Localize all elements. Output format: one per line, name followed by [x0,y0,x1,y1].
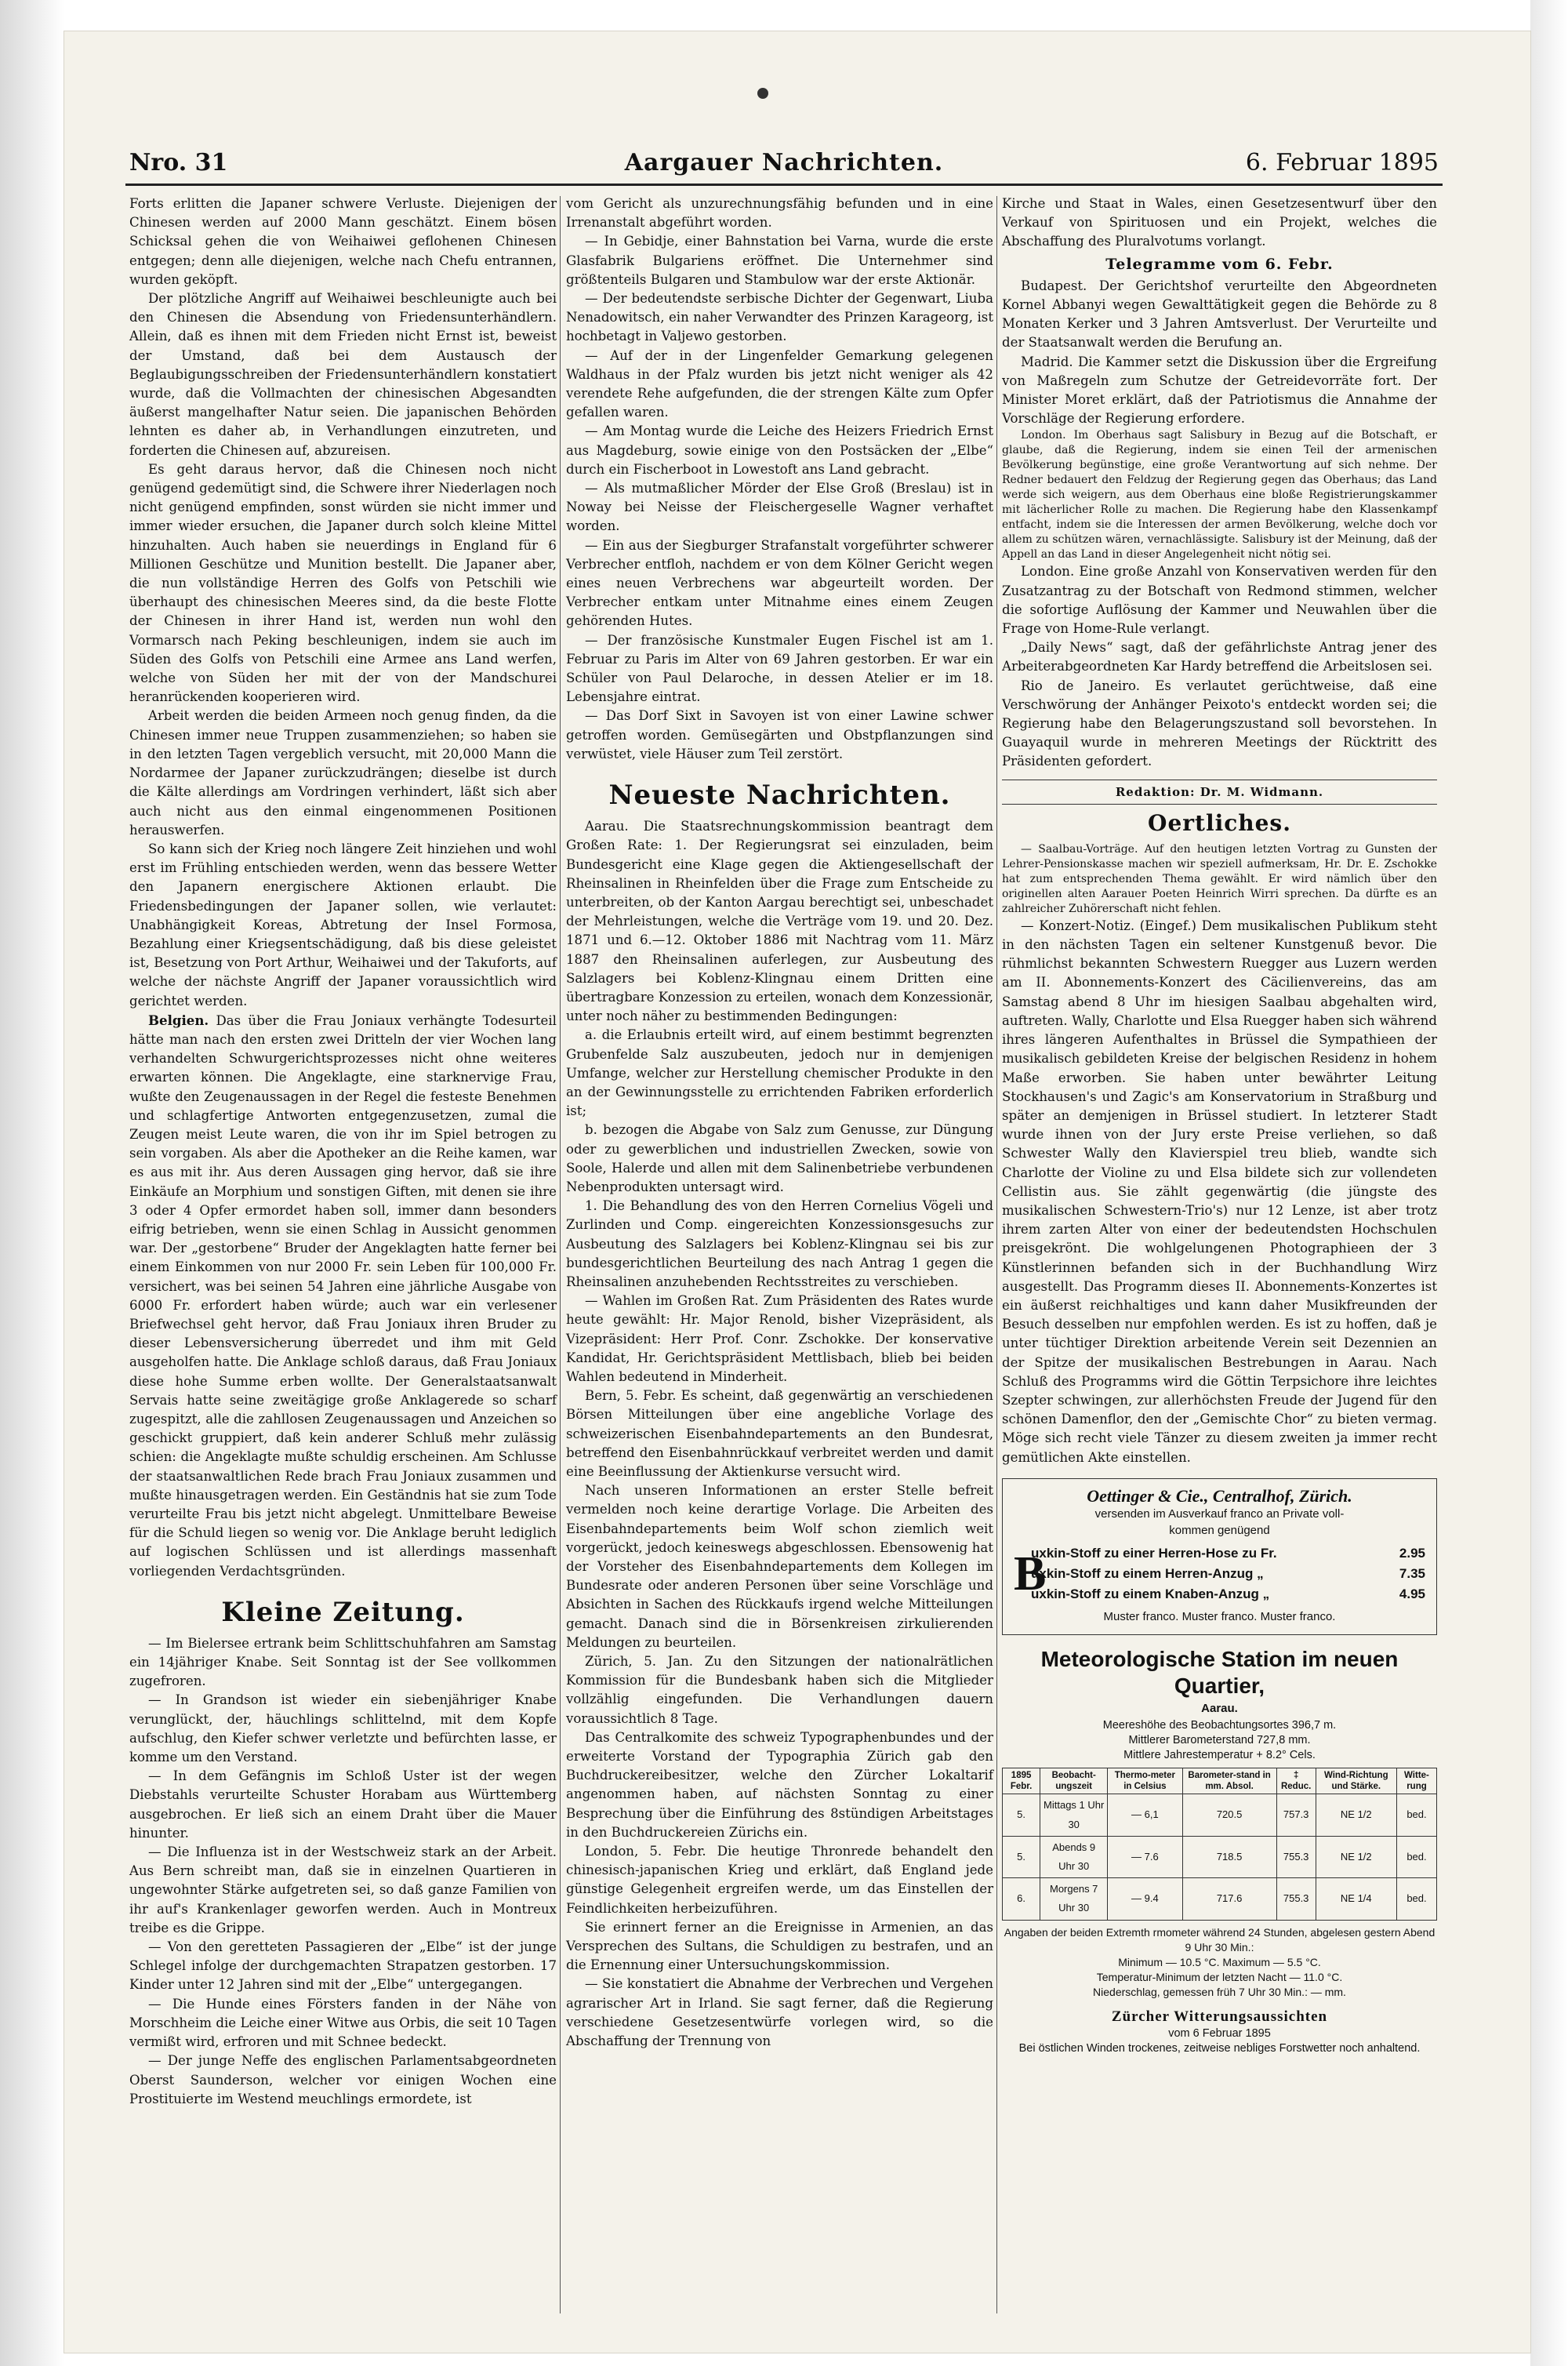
news-item: Aarau. Die Staatsrechnungskommission beantragt dem Großen Rate: 1. Der Regierungsrat sei einzuladen, beim Bundesgericht eine Klage gegen die Aktiengesellschaft der Rheinsalinen in Rheinfelden über die Frage zum Entscheide zu unterbreiten, ob der Kanton Aargau berechtigt sei, unbeschadet der Mehrleistungen, welche die Verträge vom 19. und 20. Dez. 1871 und 6.—12. Oktober 1886 mit Nachtrag vom 11. März 1887 den Rheinsalinen auferlegen, zur Ausbeutung des Salzlagers bei Koblenz-Klingnau einem Dritten eine übertragbare Konzession zu erteilen, wonach dem Konzessionär, unter noch näher zu bestimmenden Bedingungen: [566,819,993,1024]
column-3 [1002,194,1437,2056]
news-item: — Die Hunde eines Försters fanden in der Nähe von Morschheim die Leiche einer Witwe aus Orbis, die seit 10 Tagen vermißt wird, erfroren und mit Schnee bedeckt. [129,1996,557,2050]
cell: 755.3 [1276,1878,1316,1920]
news-item: London, 5. Febr. Die heutige Thronrede behandelt den chinesisch-japanischen Krieg und erklärt, daß England jede günstige Gelegenheit ergreifen werde, um das Einstellen der Feindlichkeiten herbeizuführen. [566,1844,993,1916]
news-item: — Die Influenza ist in der Westschweiz stark an der Arbeit. Aus Bern schreibt man, daß sie in einzelnen Quartieren in ungewohnter Stärke aufgetreten sei, so daß ganze Familien von ihr auf's Krankenlager geworfen werden. Auch in Montreux treibe es die Grippe. [129,1844,557,1935]
issue-number: Nro. 31 [129,149,228,176]
column-divider [560,196,561,2313]
ad-price: 7.35 [1399,1565,1425,1581]
news-item: — Der französische Kunstmaler Eugen Fischel ist am 1. Februar zu Paris im Alter von 69 Jahren gestorben. Er war ein Schüler von Paul Delaroche, in dessen Atelier er im 18. Lebensjahre eintrat. [566,632,993,705]
cell: 757.3 [1276,1794,1316,1836]
cell: NE 1/4 [1316,1878,1396,1920]
local-item: — Konzert-Notiz. (Eingef.) Dem musikalischen Publikum steht in den nächsten Tagen ein seltener Kunstgenuß bevor. Die rühmlichst bekannten Schwestern Ruegger aus Luzern werden am II. Abonnements-Konzert des Cäcilienvereins, das am Samstag abend 8 Uhr im hiesigen Saalbau abgehalten wird, auftreten. Wally, Charlotte und Elsa Ruegger haben sich während ihres längeren Aufenthaltes in Brüssel die Sympathieen der musikalisch gebildeten Kreise der belgischen Residenz in hohem Maße erworben. Sie haben unter bewährter Leitung Stockhausen's und Zagic's am Konservatorium in Straßburg und später an demjenigen in Brüssel studiert. In letzterer Stadt wurde ihnen von der Jury erste Preise verliehen, so daß Schwester Wally den Klavierspiel treu blieb, wandte sich Charlotte der Violine zu und Elsa bildete sich zur vollendeten Cellistin aus. Sie zählt gegenwärtig (die jüngste des musikalischen Schwestern-Trio's) nur 12 Lenze, ist aber trotz ihrem zarten Alter von einer der bedeutendsten Hochschulen preisgekrönt. Die wohlgelungenen Photographieen der 3 Künstlerinnen befanden sich in der Buchhandlung Wirz ausgestellt. Das Programm dieses II. Abonnements-Konzertes ist ein äußerst reichhaltiges und kann daher Musikfreunden der Besuch desselben nur empfohlen werden. Es ist zu hoffen, daß je unter tüchtiger Direktion arbeitende Verein seit Dezennien an der Spitze der musikalischen Bestrebungen in Aarau. Nach Schluß des Programms wird die Göttin Terpsichore ihre leichtes Szepter schwingen, zur allerhöchsten Freude der Jugend für den schönen Damenflor, den der „Gemischte Chor“ zu bieten vermag. Möge sich recht viele Tänzer zu diesem zweiten ja immer recht gemütlichen Akte einstellen. [1002,918,1437,1465]
news-item: Zürich, 5. Jan. Zu den Sitzungen der nationalrätlichen Kommission für die Bundesbank haben sich die Mitglieder vollzählig eingefunden. Die Verhandlungen dauern voraussichtlich 8 Tage. [566,1654,993,1726]
article-paragraph: Forts erlitten die Japaner schwere Verluste. Diejenigen der Chinesen werden auf 2000 Mann geschätzt. Einem bösen Schicksal gehen die von Weihaiwei geflohenen Chinesen entgegen; denn alle diejenigen, welche nach Chefu entrannen, wurden geköpft. [129,196,557,287]
column-header: ‡ Reduc. [1276,1768,1316,1794]
ad-item: uxkin-Stoff zu einem Herren-Anzug „ [1031,1565,1264,1581]
ad-text: kommen genügend [1169,1523,1270,1537]
punch-hole [757,88,768,99]
forecast-text: Bei östlichen Winden trockenes, zeitweise nebliges Forstwetter noch anhaltend. [1018,2041,1421,2055]
table-row [1003,1878,1437,1920]
column-header: Beobacht-ungszeit [1040,1768,1108,1794]
ad-item: uxkin-Stoff zu einem Knaben-Anzug „ [1031,1586,1270,1601]
news-item: — Im Bielersee ertrank beim Schlittschuhfahren am Samstag ein 14jähriger Knabe. Seit Sonntag ist der See vollkommen zugefroren. [129,1635,557,1689]
news-item: — Auf der in der Lingenfelder Gemarkung gelegenen Waldhaus in der Pfalz wurden bis jetzt nicht weniger als 42 verendete Rehe aufgefunden, die der strengen Kälte zum Opfer gefallen waren. [566,347,993,420]
news-item: — Als mutmaßlicher Mörder der Else Groß (Breslau) ist in Noway bei Neisse der Fleischergeselle Wagner verhaftet worden. [566,481,993,534]
scan-right-edge [1530,0,1568,2366]
cell: 717.6 [1182,1878,1276,1920]
weather-note: Angaben der beiden Extremth rmometer während 24 Stunden, abgelesen gestern Abend 9 Uhr 30 Min.: [1004,1925,1436,1953]
telegram-item: Budapest. Der Gerichtshof verurteilte den Abgeordneten Kornel Abbanyi wegen Gewalttätigkeit gegen die Behörde zu 8 Monaten Kerker und 3 Jahren Amtsverlust. Der Verurteilte und der Staatsanwalt werden die Berufung an. [1002,278,1437,351]
news-item: Kirche und Staat in Wales, einen Gesetzesentwurf über den Verkauf von Spirituosen und ein Projekt, welches die Abschaffung des Pluralvotums vorlangt. [1002,196,1437,249]
station-info: Meereshöhe des Beobachtungsortes 396,7 m. [1102,1719,1337,1732]
news-item: — In Gebidje, einer Bahnstation bei Varna, wurde die erste Glasfabrik Bulgariens eröffnet. Die Unternehmer sind größtenteils Bulgaren und Stambulow war der erste Aktionär. [566,234,993,287]
weather-note: Niederschlag, gemessen früh 7 Uhr 30 Min.: — mm. [1093,1985,1346,1998]
station-title: Meteorologische Station im neuen Quartier, [1040,1647,1399,1699]
section-title-oertliches: Oertliches. [1148,809,1291,836]
telegram-item: „Daily News“ sagt, daß der gefährlichste Antrag jener des Arbeiterabgeordneten Kar Hardy betreffend die Arbeitslosen sei. [1002,640,1437,674]
news-item: — Der junge Neffe des englischen Parlamentsabgeordneten Oberst Saunderson, welcher vor einigen Wochen eine Prostituierte im Westend meuchlings ermordete, ist [129,2053,557,2106]
news-item: vom Gericht als unzurechnungsfähig befunden und in eine Irrenanstalt abgeführt worden. [566,196,993,231]
weather-table [1002,1768,1437,1920]
news-item: b. bezogen die Abgabe von Salz zum Genusse, zur Düngung oder zu gewerblichen und industriellen Zwecken, sowie von Soole, Halerde und allen mit dem Salinenbetriebe verbundenen Nebenprodukten untersagt wird. [566,1122,993,1194]
ad-price-row [1014,1584,1425,1605]
weather-note: Temperatur-Minimum der letzten Nacht — 11.0 °C. [1096,1970,1343,1983]
cell: — 7.6 [1108,1836,1182,1877]
telegram-item: Madrid. Die Kammer setzt die Diskussion über die Ergreifung von Maßregeln zum Schutze der Getreidevorräte fort. Der Minister Moret erklärt, daß der Patriotismus die Annahme der Vorschläge der Regierung erfordere. [1002,354,1437,427]
section-title-telegramme: Telegramme vom 6. Febr. [1105,255,1334,273]
cell: NE 1/2 [1316,1794,1396,1836]
cell: 720.5 [1182,1794,1276,1836]
news-item: Bern, 5. Febr. Es scheint, daß gegenwärtig an verschiedenen Börsen Mitteilungen über eine angebliche Vorlage des schweizerischen Eisenbahndepartements an den Bundesrat, betreffend den Eisenbahnrückkauf verbreitet werden und damit eine Beeinflussung der Aktienkurse versucht wird. [566,1388,993,1479]
cell: Mittags 1 Uhr 30 [1040,1794,1108,1836]
article-paragraph: Arbeit werden die beiden Armeen noch genug finden, da die Chinesen immer neue Truppen zusammenziehen; so haben sie in den letzten Tagen vergeblich versucht, mit 20,000 Mann die Nordarmee der Japaner zurückzudrängen; dieselbe ist durch die Kälte allerdings am Vordringen verhindert, läßt sich aber auch nicht aus den einmal eingenommenen Positionen herauswerfen. [129,708,557,838]
news-item: — Sie konstatiert die Abnahme der Verbrechen und Vergehen agrarischer Art in Irland. Sie sagt ferner, daß die Regierung verschiedene Gesetzesentwürfe vorlegen wird, so die Abschaffung der Trennung von [566,1976,993,2049]
forecast-date: vom 6 Februar 1895 [1168,2026,1271,2040]
column-2 [566,194,993,2051]
forecast-title: Zürcher Witterungsaussichten [1111,2008,1328,2025]
newspaper-title: Aargauer Nachrichten. [624,149,944,176]
table-row [1003,1836,1437,1877]
advertisement-oettinger [1002,1478,1437,1635]
station-place: Aarau. [1201,1702,1238,1716]
scan-left-edge [0,0,64,2366]
column-header: Wind-Richtung und Stärke. [1316,1768,1396,1794]
news-item: 1. Die Behandlung des von den Herren Cornelius Vögeli und Zurlinden und Comp. eingereichten Konzessionsgesuchs zur Ausbeutung des Salzlagers bei Koblenz-Klingnau sei bis zur bundesgerichtlichen Beurteilung des nach Antrag 1 gegen die Rheinsalinen anzuhebenden Rechtsstreites zu verschieben. [566,1198,993,1289]
column-header: Witte-rung [1396,1768,1436,1794]
news-item: Das Centralkomite des schweiz Typographenbundes und der erweiterte Vorstand der Typographia Zürich gab den Buchdruckereibesitzer, welche den Zürcher Lokaltarif angenommen haben, auf nächsten Sonntag zu einer Besprechung über die Einführung des 8stündigen Arbeitstages in den Buchdruckereien Zürichs ein. [566,1729,993,1840]
ad-price-list [1014,1543,1425,1605]
weather-station [1002,1646,1437,2056]
cell: bed. [1396,1878,1436,1920]
article-paragraph: Es geht daraus hervor, daß die Chinesen noch nicht genügend gedemütigt sind, die Schwere ihrer Niederlagen noch nicht genügend empfinden, sonst würden sie nicht immer und immer wieder ersuchen, die Japaner durch solch kleine Mittel hinzuhalten. Auch haben sie neuerdings in England für 6 Millionen Geschütze und Munition bestellt. Die Japaner aber, die nun vollständige Herren des Golfs von Petschili wie überhaupt des chinesischen Meeres sind, da die beste Flotte der Chinesen in ihrer Hand ist, werden nun wohl den Vormarsch nach Peking beschleunigen, indem sie auch im Süden des Golfs von Petschili eine Armee ans Land werfen, welche von Süden her mit der von der Mandschurei heranrückenden kooperieren wird. [129,461,557,705]
news-item: — Von den geretteten Passagieren der „Elbe“ ist der junge Schlegel infolge der durchgemachten Strapatzen gestorben. 17 Kinder unter 12 Jahren sind mit der „Elbe“ untergegangen. [129,1939,557,1993]
news-item: — Ein aus der Siegburger Strafanstalt vorgeführter schwerer Verbrecher entfloh, nachdem er von dem Kölner Gericht wegen eines neuen Verbrechens war abgeurteilt worden. Der Verbrecher entkam unter Mitnahme eines einem Zeugen gehörenden Hutes. [566,537,993,629]
news-item: — Der bedeutendste serbische Dichter der Gegenwart, Liuba Nenadowitsch, ein naher Verwandter des Prinzen Karageorg, ist hochbetagt in Valjewo gestorben. [566,291,993,344]
news-item: Nach unseren Informationen an erster Stelle befreit vermelden noch keine derartige Vorlage. Die Arbeiten des Eisenbahndepartements beim Wolf schon ziemlich weit vorgerückt, jedoch keineswegs abgeschlossen. Ebensowenig hat der Vorsteher des Eisenbahndepartements dem Kollegen im Bundesrate oder anderen Personen über seine Vorschläge und Absichten in Sachen des Rückkaufs irgend welche Mitteilungen gemacht. Danach sind die in Börsenkreisen zirkulierenden Meldungen zu beurteilen. [566,1483,993,1650]
station-info: Mittlere Jahrestemperatur + 8.2° Cels. [1123,1749,1316,1762]
ad-footer: Muster franco. Muster franco. Muster franco. [1103,1609,1336,1623]
weather-table-header [1003,1768,1437,1794]
cell: Abends 9 Uhr 30 [1040,1836,1108,1877]
section-title-neueste-nachrichten: Neueste Nachrichten. [608,780,951,812]
news-item: — Wahlen im Großen Rat. Zum Präsidenten des Rates wurde heute gewählt: Hr. Major Renold, bisher Vizepräsident, als Vizepräsident: Herr Prof. Conr. Zschokke. Der konservative Kandidat, Hr. Gerichtspräsident Mettlisbach, blieb bei beiden Wahlen bedeutend in Minderheit. [566,1293,993,1384]
weather-notes [1002,1925,1437,2000]
cell: 5. [1003,1836,1040,1877]
cell: NE 1/2 [1316,1836,1396,1877]
ad-price-row [1014,1543,1425,1564]
news-item: Sie erinnert ferner an die Ereignisse in Armenien, an das Versprechen des Sultans, die Schuldigen zu bestrafen, und an die Ernennung einer Untersuchungskommission. [566,1919,993,1973]
ad-initial: B [1014,1546,1047,1601]
article-paragraph [129,1011,557,1581]
column-1 [129,194,557,2109]
news-item: — Das Dorf Sixt in Savoyen ist von einer Lawine schwer getroffen worden. Gemüsegärten und Obstpflanzungen sind verwüstet, viele Häuser zum Teil zerstört. [566,708,993,761]
cell: — 9.4 [1108,1878,1182,1920]
cell: — 6,1 [1108,1794,1182,1836]
weather-note: Minimum — 10.5 °C. Maximum — 5.5 °C. [1118,1955,1321,1968]
header-rule [125,184,1443,186]
cell: 5. [1003,1794,1040,1836]
telegram-item: London. Im Oberhaus sagt Salisbury in Bezug auf die Botschaft, er glaube, daß die Regierung, indem sie einen Teil der armenischen Bevölkerung begünstige, eine große Verantwortung auf sich nehme. Der Redner bedauert den Feldzug der Regierung gegen das Oberhaus; das Land werde sich weigern, aus dem Oberhaus eine bloße Registrierungskammer mit lächerlicher Rolle zu machen. Die Regierung habe den Klassenkampf entfacht, indem sie die Interessen der armen Bevölkerung, welche doch vor allem zu schützen wären, vernachlässigte. Salisbury ist der Meinung, daß der Appell an das Land in dieser Angelegenheit nicht nötig sei. [1002,429,1437,562]
cell: 755.3 [1276,1836,1316,1877]
article-text: Das über die Frau Joniaux verhängte Todesurteil hätte man nach den ersten zwei Dritteln der vier Wochen lang verhandelten Schwurgerichtsprozesses nicht ohne weiteres erwarten können. Die Angeklagte, eine starknervige Frau, wußte den Zeugenaussagen in der Regel die festeste Benehmen und schlagfertige Antworten entgegenzusetzen, zumal die Zeugen meist Leute waren, die von ihr im Spiel betrogen zu sein vorgaben. Als aber die Apotheker an die Reihe kamen, war es aus mit ihr. Aus deren Aussagen ging hervor, daß sie ihre Einkäufe an Morphium und sonstigen Giften, mit denen sie ihre 3 oder 4 Opfer ermordet haben soll, immer dann besonders eifrig betrieben, wenn sie einen Schlag in Aussicht genommen war. Der „gestorbene“ Bruder der Angeklagten hatte ferner bei einem Einkommen von nur 2000 Fr. sein Leben für 100,000 Fr. versichert, was bei seinen 54 Jahren eine jährliche Ausgabe von 6000 Fr. erfordert haben würde; auch war ein verlesener Briefwechsel geht hervor, daß Frau Joniaux ihren Bruder zu dieser Lebensversicherung überredet und ihm mit Geld ausgeholfen hatte. Die Anklage schloß daraus, daß Frau Joniaux diese hohe Summe erben wollte. Der Generalstaatsanwalt Servais hatte seine zweitägige große Anklagerede so scharf zugespitzt, alle die zahllosen Zeugenaussagen und Anzeichen so geschickt gruppiert, daß kein anderer Schluß mehr zulässig schien: die Angeklagte mußte schuldig erscheinen. Am Schlusse der staatsanwaltlichen Rede brach Frau Joniaux zusammen und mußte hinausgetragen werden. Ein Geständnis hat sie zum Tode verurteilte Frau bis jetzt nicht abgelegt. Unmittelbare Beweise für die Schuld liegen so wenig vor. Die Anklage beruht lediglich auf logischen Schlüssen und ist allerdings massenhaft vorliegenden Verdachtsgründen. [129,1012,557,1579]
station-info: Mittlerer Barometerstand 727,8 mm. [1128,1734,1311,1747]
local-item: — Saalbau-Vorträge. Auf den heutigen letzten Vortrag zu Gunsten der Lehrer-Pensionskasse machen wir speziell aufmerksam, Hr. Dr. E. Zschokke hat zum entsprechenden Thema gewählt. Er wird nämlich über den originellen alten Aarauer Poeten Heinrich Wirri sprechen. Da dürfte es an zahlreicher Zuhörerschaft nicht fehlen. [1002,842,1437,915]
cell: Morgens 7 Uhr 30 [1040,1878,1108,1920]
cell: bed. [1396,1794,1436,1836]
article-paragraph: So kann sich der Krieg noch längere Zeit hinziehen und wohl erst im Frühling entschieden werden, wenn das bessere Wetter den Japanern energischere Aktionen erlaubt. Die Friedensbedingungen der Japaner sollen, wie verlautet: Unabhängigkeit Koreas, Abtretung der Insel Formosa, Bezahlung einer Kriegsentschädigung, daß bis diese geleistet ist, Besetzung von Port Arthur, Weihaiwei und der Takuforts, auf welche der nächste Angriff der Japaner voraussichtlich wird gerichtet werden. [129,841,557,1009]
cell: 718.5 [1182,1836,1276,1877]
article-paragraph: Der plötzliche Angriff auf Weihaiwei beschleunigte auch bei den Chinesen die Absendung von Friedensunterhändlern. Allein, daß es ihnen mit dem Frieden nicht Ernst ist, beweist der Umstand, daß bei dem Austausch der Beglaubigungsschreiben der Friedensunterhändlern konstatiert wurde, daß die Vollmachten der chinesischen Abgesandten äußerst mangelhafter Natur seien. Die japanischen Behörden lehnten es daher ab, in Verhandlungen einzutreten, und forderten die Chinesen auf, abzureisen. [129,291,557,458]
table-row [1003,1794,1437,1836]
ad-price: 2.95 [1399,1545,1425,1561]
column-header: Thermo-meter in Celsius [1108,1768,1182,1794]
ad-item: uxkin-Stoff zu einer Herren-Hose zu Fr. [1031,1545,1277,1561]
news-item: a. die Erlaubnis erteilt wird, auf einem bestimmt begrenzten Grubenfelde Salz auszubeuten, jedoch nur in demjenigen Umfange, welcher zur Herstellung chemischer Produkte in den an der Gewinnungsstelle zu errichtenden Fabriken erforderlich ist; [566,1027,993,1119]
telegram-item: London. Eine große Anzahl von Konservativen werden für den Zusatzantrag zu der Botschaft von Redmond stimmen, welcher die sofortige Auflösung der Kammer und Neuwahlen über die Frage von Home-Rule verlangt. [1002,564,1437,637]
column-divider [996,196,997,2313]
section-title-kleine-zeitung: Kleine Zeitung. [221,1596,465,1628]
ad-price-row [1014,1564,1425,1584]
cell: bed. [1396,1836,1436,1877]
ad-company: Oettinger & Cie., Centralhof, Zürich. [1087,1485,1352,1506]
ad-price: 4.95 [1399,1586,1425,1601]
telegram-item: Rio de Janeiro. Es verlautet gerüchtweise, daß eine Verschwörung der Anhänger Peixoto's entdeckt worden sei; die Regierung habe den Belagerungszustand soll bevorstehen. In Guayaquil wurde in mehreren Meetings der Rücktritt des Präsidenten gefordert. [1002,678,1437,769]
news-item: — In dem Gefängnis im Schloß Uster ist der wegen Diebstahls verurteilte Schuster Horabam aus Württemberg ausgebrochen. Er ließ sich an einem Draht über die Mauer hinunter. [129,1768,557,1841]
article-lead: Belgien. [148,1012,209,1028]
news-item: — In Grandson ist wieder ein siebenjähriger Knabe verunglückt, der, häuchlings schlittelnd, mit dem Kopfe aufschlug, den Kiefer schwer verletzte und befürchten lasse, er komme um den Verstand. [129,1692,557,1765]
column-header: 1895 Febr. [1003,1768,1040,1794]
page-header [129,146,1439,182]
ad-text: versenden im Ausverkauf franco an Private voll- [1094,1506,1345,1521]
column-header: Barometer-stand in mm. Absol. [1182,1768,1276,1794]
cell: 6. [1003,1878,1040,1920]
editor-line: Redaktion: Dr. M. Widmann. [1002,780,1437,805]
news-item: — Am Montag wurde die Leiche des Heizers Friedrich Ernst aus Magdeburg, sowie einige von den Postsäcken der „Elbe“ durch ein Fischerboot in Lowestoft ans Land gebracht. [566,423,993,477]
issue-date: 6. Februar 1895 [1245,149,1439,176]
